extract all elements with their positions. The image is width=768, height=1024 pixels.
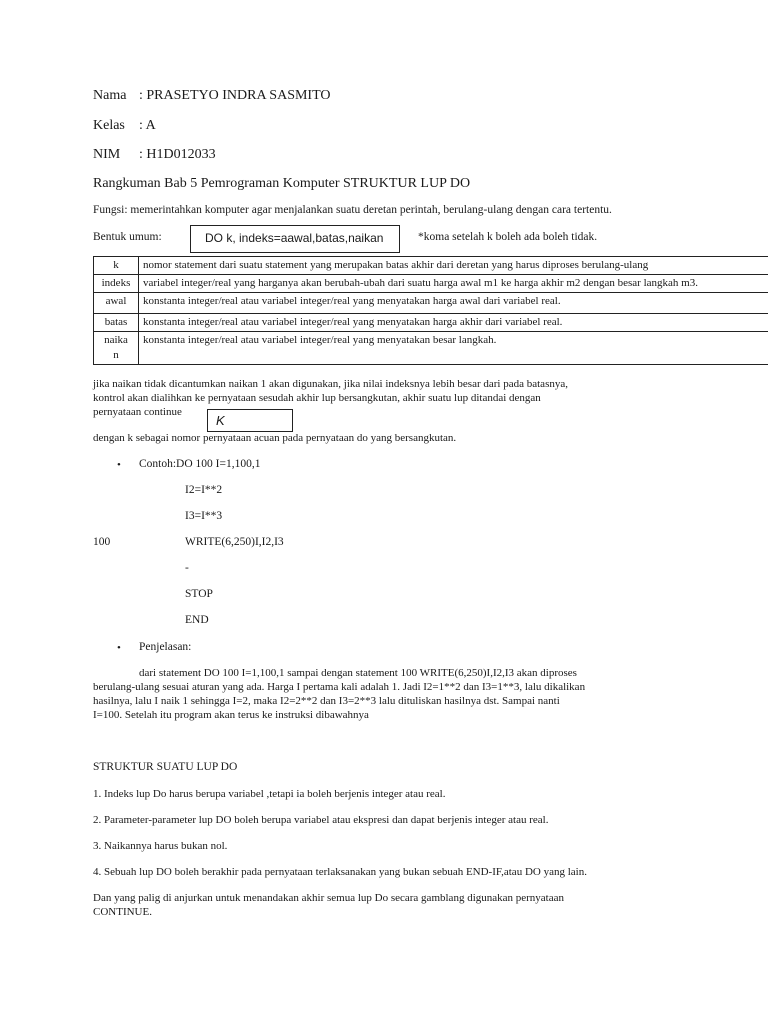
contoh-line-2: I2=I**2 [185, 484, 223, 496]
table-row [94, 257, 768, 275]
fungsi-text: Fungsi: memerintahkan komputer agar menjalankan suatu deretan perintah, berulang-ulang dengan cara tertentu. [93, 204, 612, 216]
contoh-line-4: WRITE(6,250)I,I2,I3 [185, 536, 284, 548]
struktur-heading: STRUKTUR SUATU LUP DO [93, 761, 238, 773]
variables-table [93, 256, 768, 365]
continue-k-box [207, 409, 293, 432]
continue-line-3: pernyataan continue [93, 406, 182, 418]
continue-line-4: dengan k sebagai nomor pernyataan acuan pada pernyataan do yang bersangkutan. [93, 432, 457, 444]
struktur-item-3: 3. Naikannya harus bukan nol. [93, 840, 228, 852]
nim-value: : H1D012033 [139, 147, 216, 162]
continue-k-text: K [216, 413, 225, 428]
page-title: Rangkuman Bab 5 Pemrograman Komputer STRUKTUR LUP DO [93, 176, 471, 191]
table-row [94, 293, 768, 314]
penjelasan-line-3: hasilnya, lalu I naik 1 sehingga I=2, maka I2=2**2 dan I3=2**3 lalu dituliskan hasilnya dst. Sampai nanti [93, 695, 560, 707]
struktur-item-1: 1. Indeks lup Do harus berupa variabel ,tetapi ia boleh berjenis integer atau real. [93, 788, 446, 800]
bentuk-label: Bentuk umum: [93, 231, 162, 243]
penjelasan-label: Penjelasan: [139, 641, 192, 653]
nama-label: Nama [93, 88, 127, 103]
continue-line-1: jika naikan tidak dicantumkan naikan 1 akan digunakan, jika nilai indeksnya lebih besar dari pada batasnya, [93, 378, 568, 390]
penjelasan-line-4: I=100. Setelah itu program akan terus ke instruksi dibawahnya [93, 709, 369, 721]
table-cell-desc: konstanta integer/real atau variabel integer/real yang menyatakan harga akhir dari variabel real. [139, 314, 768, 332]
table-cell-desc: variabel integer/real yang harganya akan berubah-ubah dari suatu harga awal m1 ke harga akhir m2 dengan besar langkah m3. [139, 275, 768, 293]
contoh-label-100: 100 [93, 536, 111, 548]
table-row [94, 275, 768, 293]
contoh-line-7: END [185, 614, 209, 626]
kelas-label: Kelas [93, 118, 125, 133]
nim-line [93, 147, 216, 163]
contoh-line-6: STOP [185, 588, 213, 600]
nim-label: NIM [93, 147, 121, 162]
table-cell-desc: nomor statement dari suatu statement yang merupakan batas akhir dari deretan yang harus diproses berulang-ulang [139, 257, 768, 275]
kelas-value: : A [139, 118, 156, 133]
bentuk-note: *koma setelah k boleh ada boleh tidak. [418, 231, 598, 243]
penjelasan-bullet: • [117, 642, 121, 654]
kelas-line [93, 118, 156, 134]
contoh-line-5: - [185, 562, 189, 574]
table-cell-key: awal [94, 293, 139, 314]
struktur-item-5b: CONTINUE. [93, 906, 152, 918]
struktur-item-2: 2. Parameter-parameter lup DO boleh berupa variabel atau ekspresi dan dapat berjenis integer atau real. [93, 814, 549, 826]
bentuk-box [190, 225, 400, 253]
table-cell-key: batas [94, 314, 139, 332]
table-cell-key: k [94, 257, 139, 275]
table-cell-key: indeks [94, 275, 139, 293]
struktur-item-4: 4. Sebuah lup DO boleh berakhir pada pernyataan terlaksanakan yang bukan sebuah END-IF,atau DO yang lain. [93, 866, 587, 878]
table-row [94, 314, 768, 332]
penjelasan-line-2: berulang-ulang sesuai aturan yang ada. Harga I pertama kali adalah 1. Jadi I2=1**2 dan I3=1**3, lalu dikalikan [93, 681, 586, 693]
bentuk-box-text: DO k, indeks=aawal,batas,naikan [205, 231, 384, 245]
table-cell-desc: konstanta integer/real atau variabel integer/real yang menyatakan harga awal dari variabel real. [139, 293, 768, 314]
struktur-item-5a: Dan yang palig di anjurkan untuk menandakan akhir semua lup Do secara gamblang digunakan pernyataan [93, 892, 565, 904]
table-row [94, 332, 768, 365]
penjelasan-line-1: dari statement DO 100 I=1,100,1 sampai dengan statement 100 WRITE(6,250)I,I2,I3 akan diproses [139, 667, 577, 679]
continue-line-2: kontrol akan dialihkan ke pernyataan sesudah akhir lup bersangkutan, akhir suatu lup ditandai dengan [93, 392, 541, 404]
contoh-line-3: I3=I**3 [185, 510, 223, 522]
nama-line [93, 88, 331, 104]
contoh-line-1: Contoh:DO 100 I=1,100,1 [139, 458, 261, 470]
table-cell-key: naika n [94, 332, 139, 365]
table-cell-desc: konstanta integer/real atau variabel integer/real yang menyatakan besar langkah. [139, 332, 768, 365]
nama-value: : PRASETYO INDRA SASMITO [139, 88, 331, 103]
contoh-bullet: • [117, 459, 121, 471]
